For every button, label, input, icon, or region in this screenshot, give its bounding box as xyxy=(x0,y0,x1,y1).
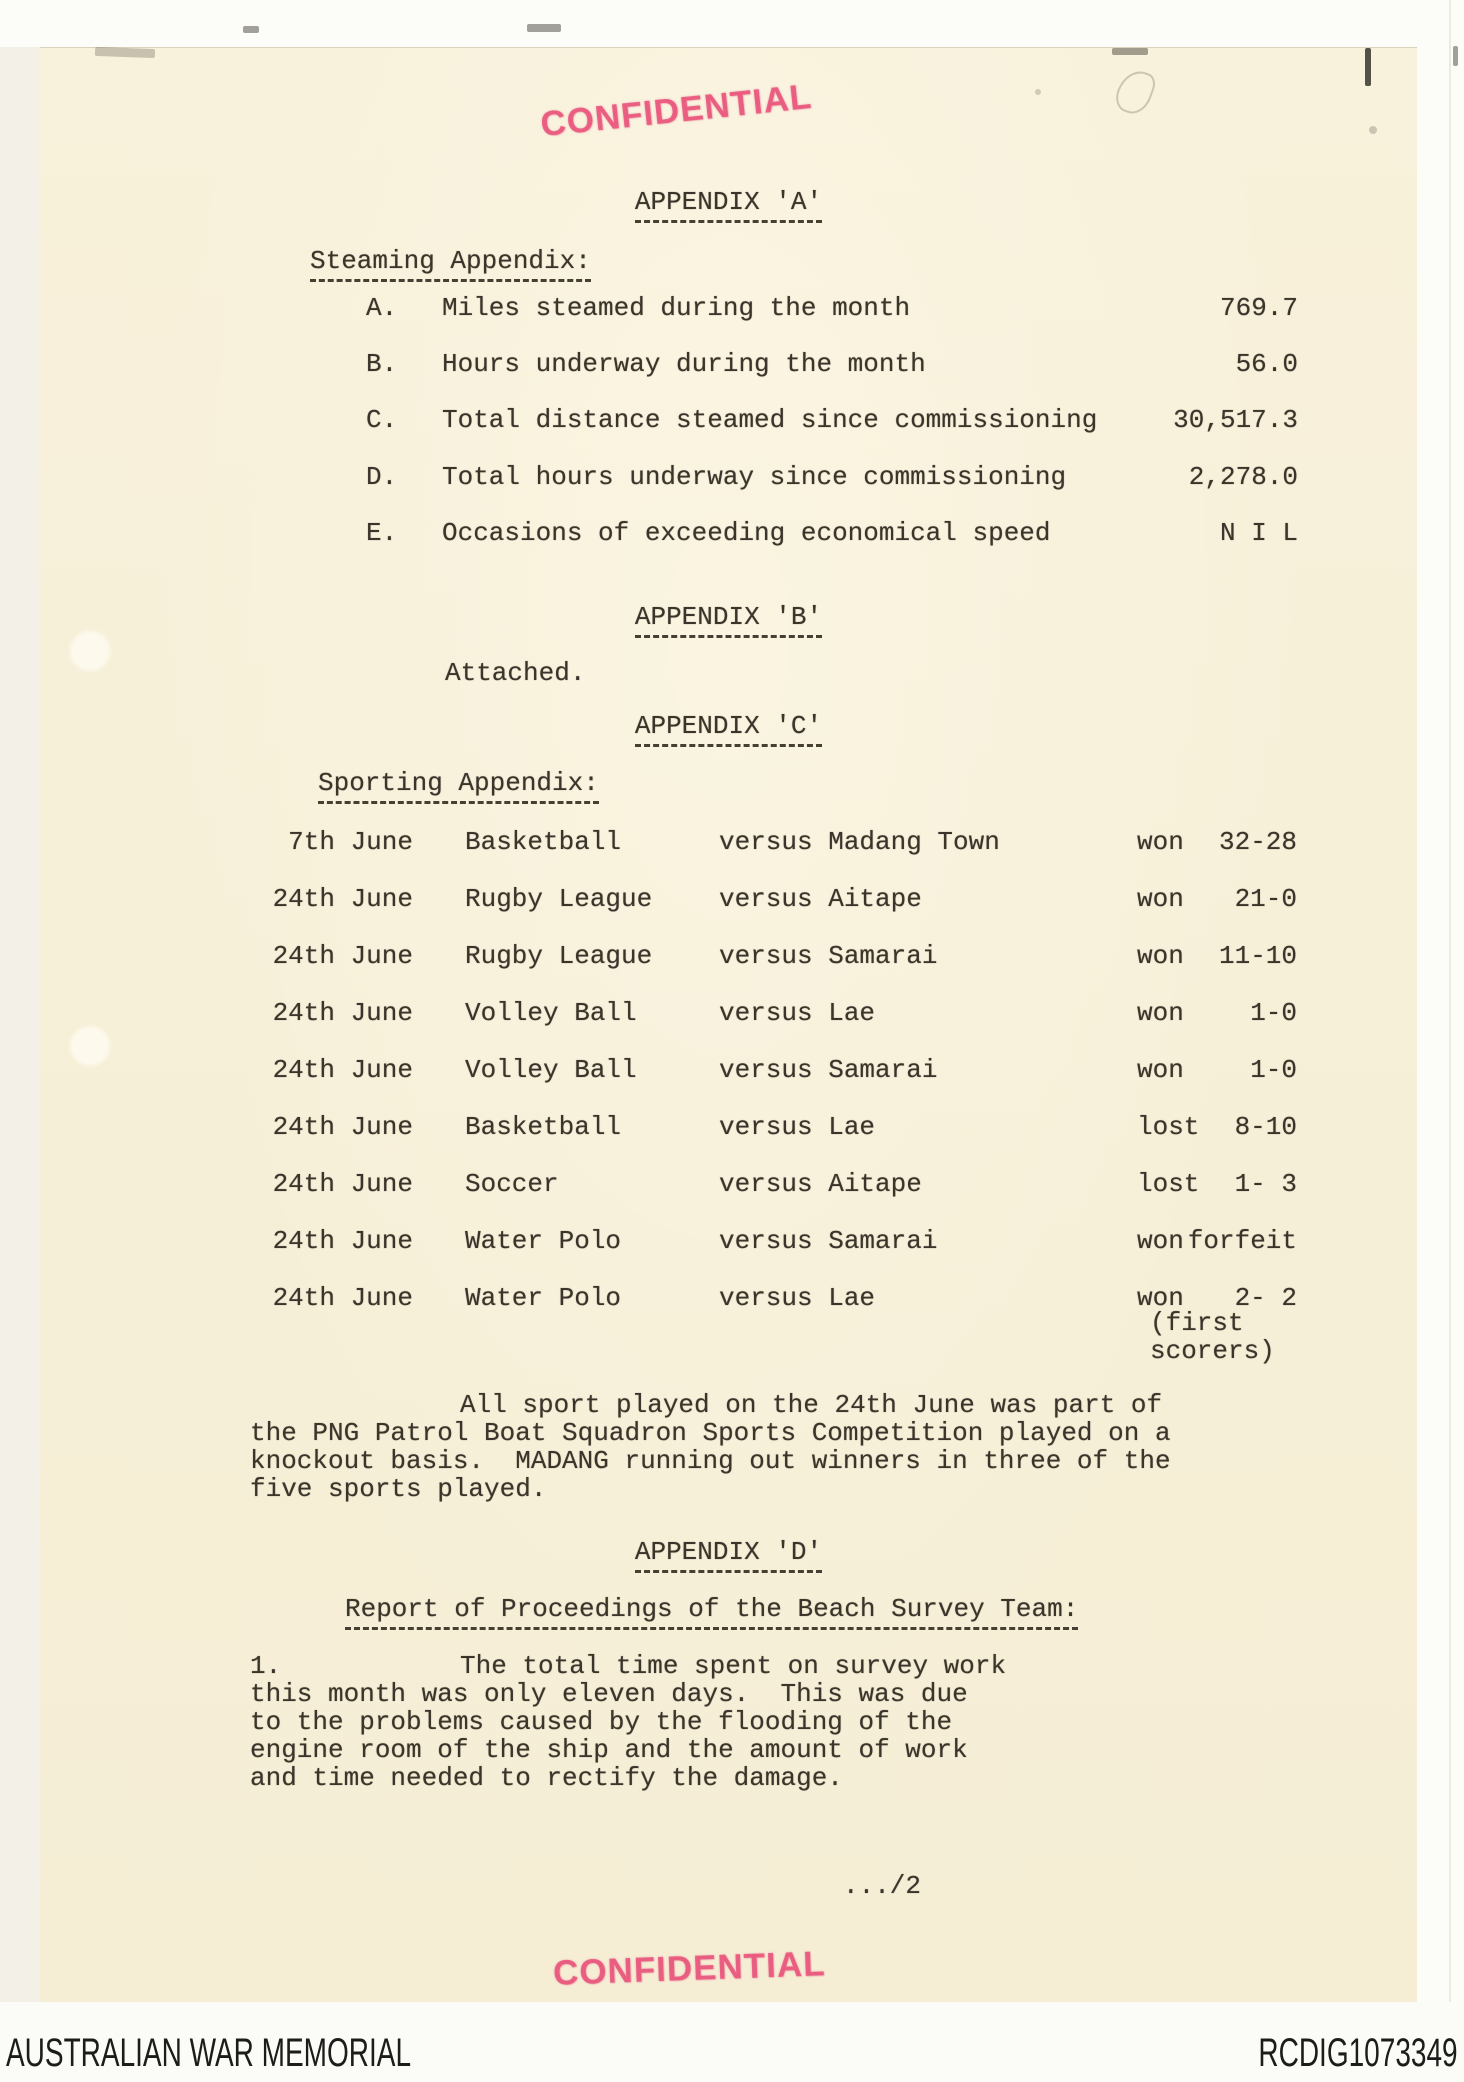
match-opponent: versus Lae xyxy=(719,1112,876,1142)
sport-result-row xyxy=(40,941,1417,971)
item-label: Hours underway during the month xyxy=(442,349,926,379)
appendix-b-title: APPENDIX 'B' xyxy=(40,602,1417,632)
item-letter: B. xyxy=(366,349,398,379)
sport-result-row xyxy=(40,1226,1417,1256)
paragraph-number: 1. xyxy=(250,1651,282,1681)
match-result: won xyxy=(1137,1283,1184,1313)
confidential-stamp-bottom: CONFIDENTIAL xyxy=(552,1944,827,1993)
archive-footer xyxy=(0,2002,1464,2082)
item-label: Total hours underway since commissioning xyxy=(442,462,1067,492)
item-value: 769.7 xyxy=(1219,293,1298,323)
match-date: 24th June xyxy=(272,941,413,971)
match-date: 24th June xyxy=(272,1169,413,1199)
ink-dot xyxy=(1369,126,1377,134)
appendix-c-paragraph-line: the PNG Patrol Boat Squadron Sports Competition played on a xyxy=(250,1418,1171,1448)
pencil-squiggle xyxy=(1112,66,1159,119)
steaming-item xyxy=(40,462,1417,492)
item-label: Total distance steamed since commissioning xyxy=(442,405,1098,435)
scan-speck xyxy=(243,26,259,33)
steaming-item xyxy=(40,349,1417,379)
ink-dot xyxy=(1035,89,1041,95)
appendix-d-paragraph-line: to the problems caused by the flooding of the xyxy=(250,1707,953,1737)
scan-speck xyxy=(527,24,561,32)
item-value: 56.0 xyxy=(1235,349,1298,379)
item-value: N I L xyxy=(1219,518,1298,548)
appendix-d-title: APPENDIX 'D' xyxy=(40,1537,1417,1567)
sport-result-row xyxy=(40,884,1417,914)
hole-punch xyxy=(68,629,112,673)
match-sport: Basketball xyxy=(465,1112,622,1142)
match-result: lost xyxy=(1137,1169,1200,1199)
match-opponent: versus Aitape xyxy=(719,884,922,914)
match-sport: Rugby League xyxy=(465,941,653,971)
match-date: 7th June xyxy=(288,827,413,857)
item-value: 30,517.3 xyxy=(1173,405,1298,435)
page-continuation-marker: .../2 xyxy=(843,1871,922,1901)
appendix-a-title: APPENDIX 'A' xyxy=(40,187,1417,217)
match-score: 32-28 xyxy=(1218,827,1297,857)
appendix-c-title: APPENDIX 'C' xyxy=(40,711,1417,741)
match-score: 1-0 xyxy=(1250,1055,1297,1085)
scan-speck xyxy=(1453,46,1458,66)
sport-result-row xyxy=(40,1112,1417,1142)
match-score: 1-0 xyxy=(1250,998,1297,1028)
item-letter: E. xyxy=(366,518,398,548)
match-sport: Soccer xyxy=(465,1169,559,1199)
sport-result-row xyxy=(40,998,1417,1028)
match-score: 11-10 xyxy=(1218,941,1297,971)
match-score: 2- 2 xyxy=(1234,1283,1297,1313)
score-note-line: scorers) xyxy=(1150,1336,1275,1366)
match-date: 24th June xyxy=(272,1055,413,1085)
match-opponent: versus Madang Town xyxy=(719,827,1000,857)
match-sport: Basketball xyxy=(465,827,622,857)
scan-margin-strip xyxy=(0,47,40,2002)
scanner-edge-line xyxy=(1449,0,1451,2002)
match-result: lost xyxy=(1137,1112,1200,1142)
score-note-line: (first xyxy=(1150,1308,1244,1338)
match-score: 8-10 xyxy=(1234,1112,1297,1142)
beach-survey-heading: Report of Proceedings of the Beach Survey Team: xyxy=(345,1594,1078,1624)
match-opponent: versus Samarai xyxy=(719,1226,938,1256)
ink-smudge xyxy=(95,47,155,58)
ink-smudge xyxy=(1112,48,1148,55)
sport-result-row xyxy=(40,1169,1417,1199)
match-result: won xyxy=(1137,1226,1184,1256)
match-sport: Water Polo xyxy=(465,1226,622,1256)
archive-name: AUSTRALIAN WAR MEMORIAL xyxy=(6,2031,412,2075)
document-page xyxy=(40,47,1417,2003)
match-result: won xyxy=(1137,1055,1184,1085)
match-result: won xyxy=(1137,998,1184,1028)
appendix-c-paragraph-line: All sport played on the 24th June was part of xyxy=(460,1390,1163,1420)
appendix-d-paragraph-line: and time needed to rectify the damage. xyxy=(250,1763,843,1793)
steaming-appendix-heading: Steaming Appendix: xyxy=(310,246,591,276)
match-score: 1- 3 xyxy=(1234,1169,1297,1199)
match-sport: Volley Ball xyxy=(465,1055,637,1085)
match-date: 24th June xyxy=(272,1226,413,1256)
match-result: won xyxy=(1137,827,1184,857)
item-value: 2,278.0 xyxy=(1188,462,1298,492)
appendix-c-paragraph-line: knockout basis. MADANG running out winners in three of the xyxy=(250,1446,1171,1476)
match-score: 21-0 xyxy=(1234,884,1297,914)
archive-record-id: RCDIG1073349 xyxy=(1258,2031,1458,2075)
steaming-item xyxy=(40,518,1417,548)
appendix-d-paragraph-line: The total time spent on survey work xyxy=(460,1651,1007,1681)
steaming-item xyxy=(40,293,1417,323)
steaming-item xyxy=(40,405,1417,435)
item-letter: C. xyxy=(366,405,398,435)
match-sport: Volley Ball xyxy=(465,998,637,1028)
match-sport: Rugby League xyxy=(465,884,653,914)
item-letter: A. xyxy=(366,293,398,323)
appendix-c-paragraph-line: five sports played. xyxy=(250,1474,547,1504)
item-label: Occasions of exceeding economical speed xyxy=(442,518,1051,548)
item-label: Miles steamed during the month xyxy=(442,293,911,323)
match-opponent: versus Lae xyxy=(719,1283,876,1313)
match-sport: Water Polo xyxy=(465,1283,622,1313)
sport-result-row xyxy=(40,1055,1417,1085)
match-opponent: versus Aitape xyxy=(719,1169,922,1199)
appendix-d-paragraph-line: engine room of the ship and the amount of work xyxy=(250,1735,968,1765)
confidential-stamp-top: CONFIDENTIAL xyxy=(538,76,814,145)
appendix-d-paragraph-line: this month was only eleven days. This was due xyxy=(250,1679,968,1709)
appendix-b-body: Attached. xyxy=(445,658,586,688)
match-date: 24th June xyxy=(272,998,413,1028)
item-letter: D. xyxy=(366,462,398,492)
sport-result-row xyxy=(40,827,1417,857)
match-opponent: versus Lae xyxy=(719,998,876,1028)
match-result: won xyxy=(1137,941,1184,971)
match-score: forfeit xyxy=(1187,1226,1297,1256)
match-result: won xyxy=(1137,884,1184,914)
match-date: 24th June xyxy=(272,884,413,914)
match-date: 24th June xyxy=(272,1112,413,1142)
ink-mark xyxy=(1365,48,1371,86)
match-date: 24th June xyxy=(272,1283,413,1313)
match-opponent: versus Samarai xyxy=(719,1055,938,1085)
match-opponent: versus Samarai xyxy=(719,941,938,971)
sporting-appendix-heading: Sporting Appendix: xyxy=(318,768,599,798)
